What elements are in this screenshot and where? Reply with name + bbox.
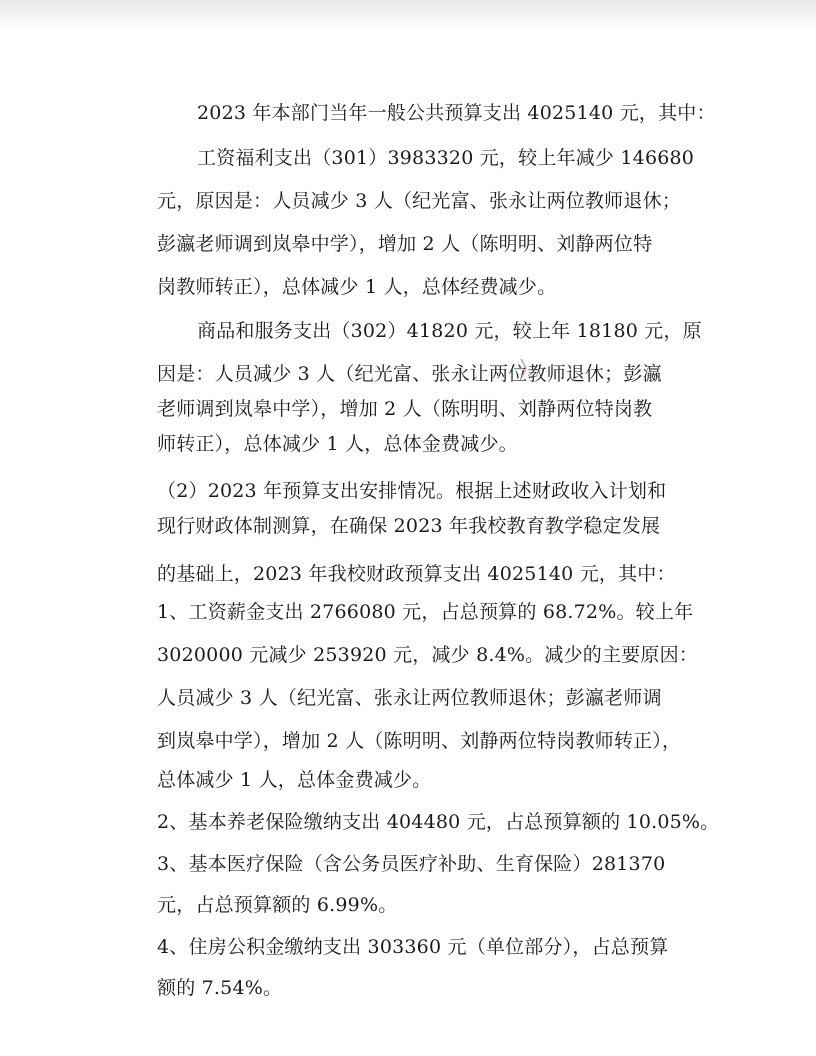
text-line: 4、住房公积金缴纳支出 303360 元（单位部分），占总预算 (157, 936, 669, 958)
text-line: 2、基本养老保险缴纳支出 404480 元，占总预算额的 10.05%。 (157, 811, 720, 833)
text-line: 1、工资薪金支出 2766080 元，占总预算的 68.72%。较上年 (157, 601, 694, 623)
text-line: 3020000 元减少 253920 元，减少 8.4%。减少的主要原因： (157, 644, 698, 666)
text-line: 人员减少 3 人（纪光富、张永让两位教师退休；彭瀛老师调 (157, 687, 662, 709)
text-line: 因是：人员减少 3 人（纪光富、张永让两位教师退休；彭瀛 (157, 363, 662, 385)
text-line: 元，原因是：人员减少 3 人（纪光富、张永让两位教师退休； (157, 190, 681, 212)
scan-edge-shadow (0, 0, 816, 30)
text-line: （2）2023 年预算支出安排情况。根据上述财政收入计划和 (157, 480, 667, 502)
text-line: 3、基本医疗保险（含公务员医疗补助、生育保险）281370 (157, 853, 666, 875)
text-line: 老师调到岚皋中学），增加 2 人（陈明明、刘静两位特岗教 (157, 398, 653, 420)
text-line: 商品和服务支出（302）41820 元，较上年 18180 元，原 (197, 320, 702, 342)
text-line: 额的 7.54%。 (157, 977, 283, 999)
text-line: 现行财政体制测算，在确保 2023 年我校教育教学稳定发展 (157, 515, 661, 537)
text-line: 2023 年本部门当年一般公共预算支出 4025140 元，其中： (197, 102, 716, 124)
text-line: 彭瀛老师调到岚皋中学），增加 2 人（陈明明、刘静两位特 (157, 233, 653, 255)
text-line: 工资福利支出（301）3983320 元，较上年减少 146680 (197, 147, 695, 169)
text-line: 师转正），总体减少 1 人，总体金费减少。 (157, 433, 518, 455)
text-line: 到岚皋中学），增加 2 人（陈明明、刘静两位特岗教师转正）， (157, 730, 682, 752)
text-line: 岗教师转正），总体减少 1 人，总体经费减少。 (157, 276, 557, 298)
text-line: 总体减少 1 人，总体金费减少。 (157, 769, 432, 791)
text-line: 元，占总预算额的 6.99%。 (157, 894, 398, 916)
text-line: 的基础上，2023 年我校财政预算支出 4025140 元，其中： (157, 563, 676, 585)
